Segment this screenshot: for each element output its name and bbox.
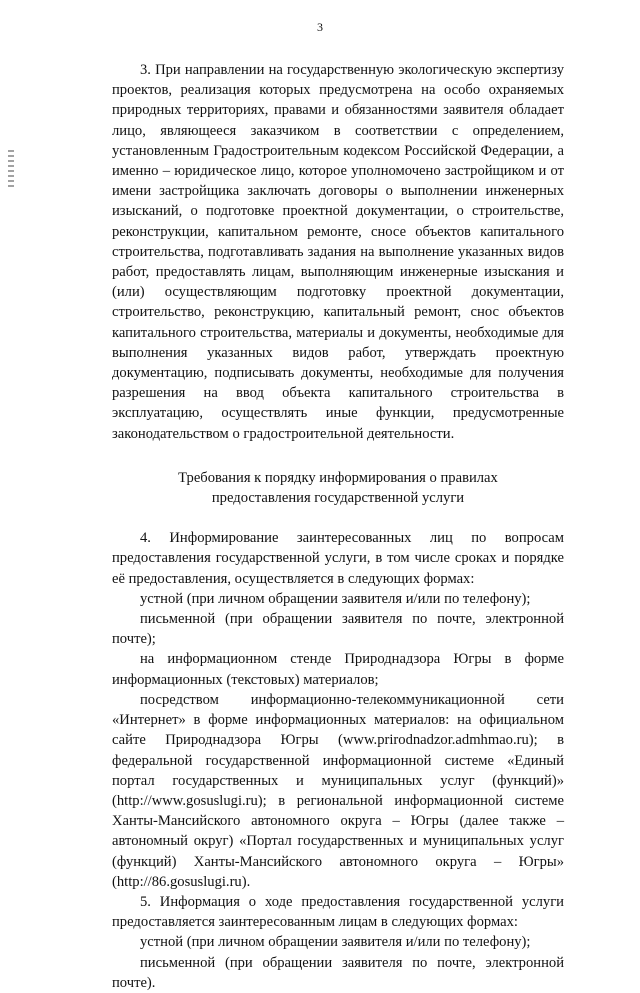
section-title-line-2: предоставления государственной услуги bbox=[211, 490, 465, 507]
form-info-stand: на информационном стенде Природнадзора Югры в форме информационных (текстовых) материалов; bbox=[112, 651, 564, 688]
document-body bbox=[112, 60, 564, 993]
section-title-line-1: Требования к порядку информирования о правилах bbox=[178, 469, 498, 486]
form-written: письменной (при обращении заявителя по почте, электронной почте); bbox=[112, 611, 564, 648]
form-internet: посредством информационно-телекоммуникационной сети «Интернет» в форме информационных материалов: на официальном сайте Природнадзора Югры (www.prirodnadzor.admhmao.ru); в федеральной государственной информационной системе «Единый портал государственных и муниципальных услуг (функций)» (http://www.gosuslugi.ru); в региональной информационной системе Ханты-Мансийского автономного округа – Югры (далее также – автономный округ) «Портал государственных и муниципальных услуг (функций) Ханты-Мансийского автономного округа – Югры» (http://86.gosuslugi.ru). bbox=[112, 691, 564, 890]
paragraph-3: 3. При направлении на государственную экологическую экспертизу проектов, реализация которых предусмотрена на особо охраняемых природных территориях, правами и обязанностями заявителя обладает лицо, являющееся заказчиком в соответствии с определением, установленным Градостроительным кодексом Российской Федерации, а именно – юридическое лицо, которое уполномочено застройщиком и от имени застройщика заключать договоры о выполнении инженерных изысканий, о подготовке проектной документации, о строительстве, реконструкции, капитальном ремонте, сносе объектов капитального строительства, подготавливать задания на выполнение указанных видов работ, предоставлять лицам, выполняющим инженерные изыскания и (или) осуществляющим подготовку проектной документации, строительство, реконструкцию, капитальный ремонт, снос объектов капитального строительства, материалы и документы, необходимые для выполнения указанных видов работ, утверждать проектную документацию, подписывать документы, необходимые для получения разрешения на ввод объекта капитального строительства в эксплуатацию, осуществлять иные функции, предусмотренные законодательством о градостроительной деятельности. bbox=[112, 62, 564, 442]
form-oral: устной (при личном обращении заявителя и/или по телефону); bbox=[140, 590, 531, 607]
scan-artifact bbox=[8, 150, 14, 190]
paragraph-5: 5. Информация о ходе предоставления государственной услуги предоставляется заинтересованным лицам в следующих формах: bbox=[112, 893, 564, 931]
paragraph-4: 4. Информирование заинтересованных лиц по вопросам предоставления государственной услуги, в том числе сроках и порядке её предоставления, осуществляется в следующих формах: bbox=[112, 530, 564, 587]
section-title bbox=[112, 468, 564, 508]
page-number: 3 bbox=[317, 20, 323, 34]
form-oral-2: устной (при личном обращении заявителя и/или по телефону); bbox=[140, 934, 531, 951]
form-written-2: письменной (при обращении заявителя по почте, электронной почте). bbox=[112, 954, 564, 991]
